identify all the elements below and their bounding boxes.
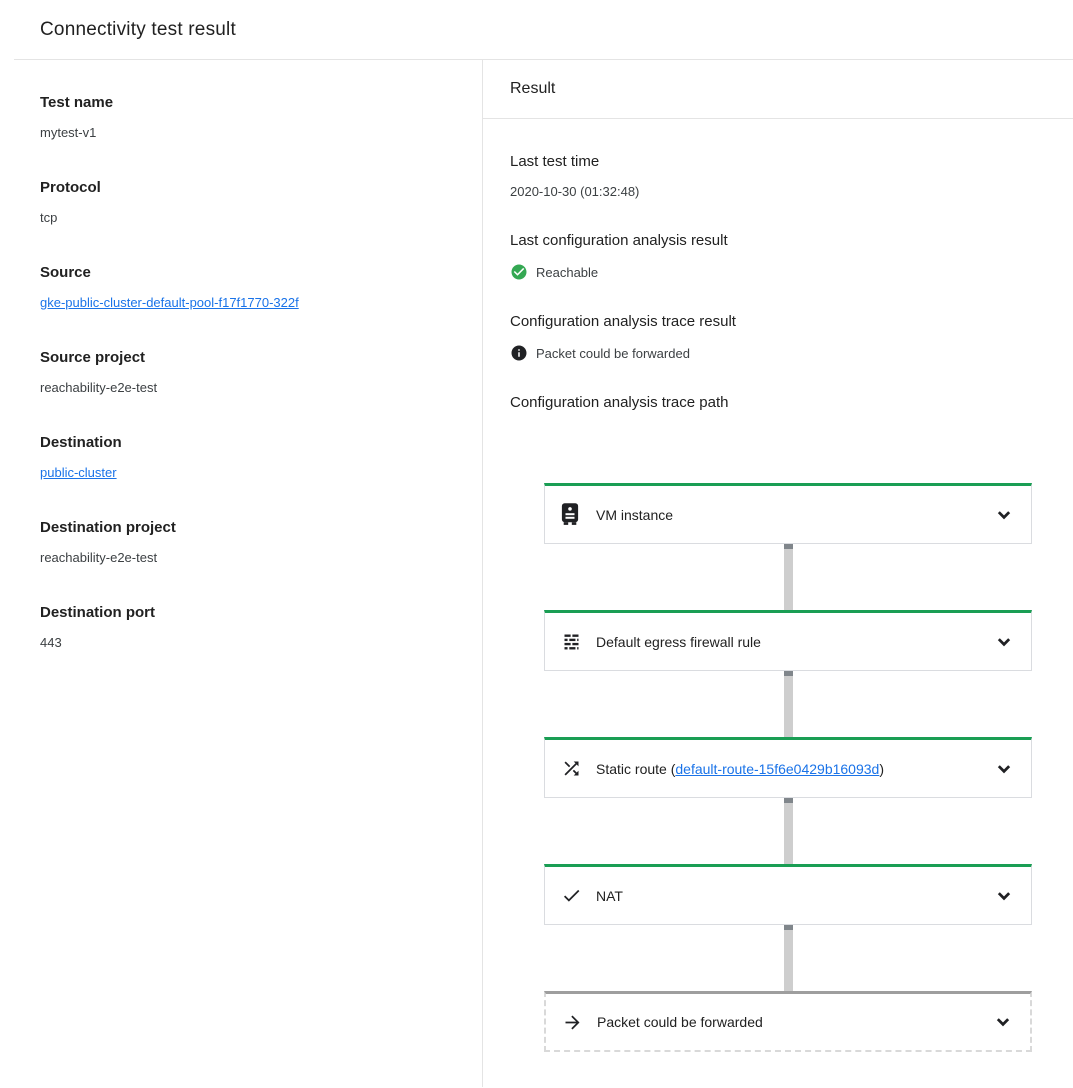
field-test-name (40, 93, 462, 142)
field-destination-port (40, 603, 462, 652)
trace-path-label: Configuration analysis trace path (510, 394, 729, 411)
panel-header (0, 0, 1073, 59)
field-label: Destination (40, 434, 122, 451)
field-label: Protocol (40, 179, 101, 196)
field-label: Source project (40, 349, 146, 366)
chevron-down-icon[interactable] (993, 504, 1015, 526)
field-source (40, 263, 462, 312)
last-test-time-value: 2020-10-30 (01:32:48) (510, 184, 640, 199)
field-value: reachability-e2e-test (40, 550, 158, 565)
destination-link[interactable]: public-cluster (40, 465, 117, 480)
trace-connector (784, 925, 793, 991)
field-destination-project (40, 518, 462, 567)
analysis-result-value: Reachable (536, 264, 599, 280)
analysis-result-row (510, 262, 1073, 282)
trace-result-label: Configuration analysis trace result (510, 313, 736, 330)
trace-path (544, 483, 1032, 1052)
field-label: Test name (40, 94, 114, 111)
field-value: tcp (40, 210, 58, 225)
trace-step-label: NAT (596, 887, 623, 904)
trace-connector (784, 798, 793, 864)
field-value: 443 (40, 635, 62, 650)
check-icon (561, 884, 583, 908)
trace-step-packet-forwarded[interactable] (544, 991, 1032, 1052)
field-source-project (40, 348, 462, 397)
firewall-icon (561, 630, 583, 654)
chevron-down-icon[interactable] (992, 1011, 1014, 1033)
static-route-prefix: Static route ( (596, 760, 676, 777)
last-test-time-label: Last test time (510, 153, 600, 170)
result-panel (483, 60, 1073, 1087)
source-link[interactable]: gke-public-cluster-default-pool-f17f1770-322f (40, 295, 299, 310)
field-label: Destination project (40, 519, 176, 536)
trace-step-label: VM instance (596, 506, 674, 523)
chevron-down-icon[interactable] (993, 631, 1015, 653)
page-title: Connectivity test result (40, 18, 236, 40)
field-label: Source (40, 264, 91, 281)
field-label: Destination port (40, 604, 155, 621)
trace-step-firewall-rule[interactable] (544, 610, 1032, 671)
result-header (483, 60, 1073, 119)
field-value: mytest-v1 (40, 125, 97, 140)
trace-step-nat[interactable] (544, 864, 1032, 925)
shuffle-route-icon (561, 757, 583, 781)
trace-result-row (510, 343, 1073, 363)
main-area (14, 59, 1073, 1087)
chevron-down-icon[interactable] (993, 885, 1015, 907)
field-destination (40, 433, 462, 482)
trace-connector (784, 671, 793, 737)
static-route-suffix: ) (879, 760, 884, 777)
trace-step-label (596, 761, 993, 777)
chevron-down-icon[interactable] (993, 758, 1015, 780)
test-details-panel (14, 60, 483, 1087)
trace-connector (784, 544, 793, 610)
trace-step-label: Default egress firewall rule (596, 633, 761, 650)
result-body (483, 119, 1073, 1052)
forward-arrow-icon (562, 1010, 584, 1034)
trace-step-label: Packet could be forwarded (597, 1014, 763, 1030)
analysis-result-label: Last configuration analysis result (510, 232, 728, 249)
trace-result-value: Packet could be forwarded (536, 345, 690, 361)
trace-step-static-route[interactable] (544, 737, 1032, 798)
trace-step-vm-instance[interactable] (544, 483, 1032, 544)
vm-instance-icon (561, 503, 583, 527)
info-icon (510, 344, 528, 362)
static-route-link[interactable]: default-route-15f6e0429b16093d (675, 760, 880, 777)
field-protocol (40, 178, 462, 227)
field-value: reachability-e2e-test (40, 380, 158, 395)
result-title: Result (510, 80, 556, 97)
check-circle-icon (510, 263, 528, 281)
